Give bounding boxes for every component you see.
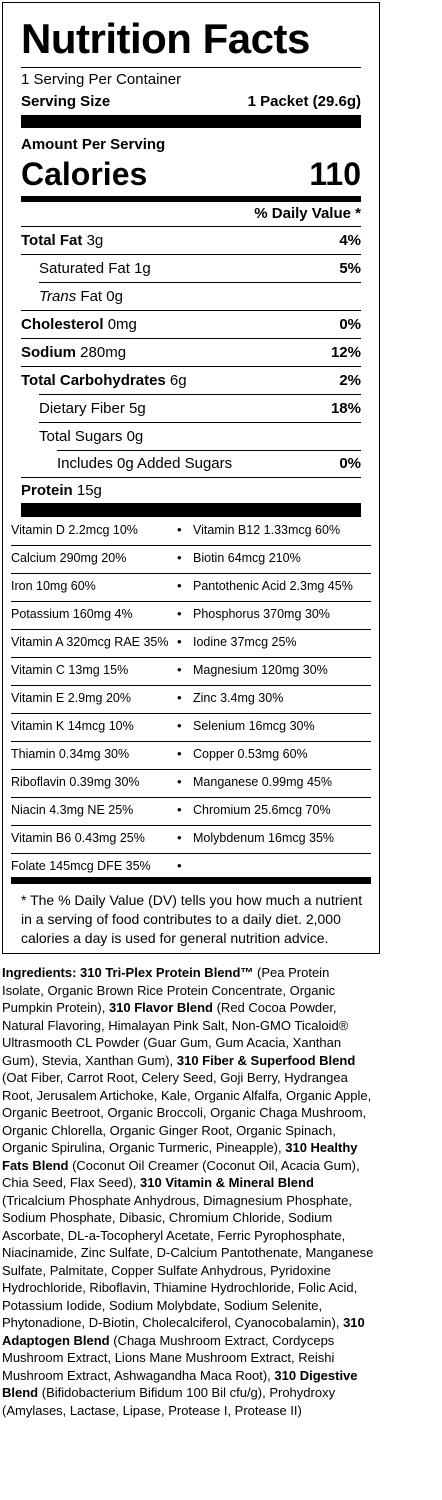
blend-name: 310 Fiber & Superfood Blend xyxy=(176,1052,356,1068)
nutrient-added-sugars: Includes 0g Added Sugars xyxy=(57,455,233,472)
divider xyxy=(21,310,361,311)
blend-name: 310 Healthy Fats Blend xyxy=(2,1140,358,1173)
vitamin-cell: Vitamin B6 0.43mg 25% xyxy=(11,831,145,845)
blend-text: (Chaga Mushroom Extract, Cordyceps Mushroom Extract, Lions Mane Mushroom Extract, Reishi Mushroom Extract, Ashwagandha Maca Root), xyxy=(2,1332,335,1383)
nutrient-amount: 0mg xyxy=(107,316,137,333)
medium-divider xyxy=(21,196,361,202)
nutrient-total-sugars xyxy=(39,428,143,445)
nutrient-dv: 4% xyxy=(339,232,361,249)
nutrient-dv: 0% xyxy=(339,316,361,333)
vitamin-cell: Vitamin D 2.2mcg 10% xyxy=(11,523,138,537)
nutrient-dv: 5% xyxy=(339,260,361,277)
divider xyxy=(21,67,361,68)
vitamin-row xyxy=(11,545,371,574)
blend-name: 310 Digestive Blend xyxy=(2,1367,358,1400)
divider xyxy=(21,338,361,339)
vitamin-row xyxy=(11,601,371,630)
nutrient-name: Total Carbohydrates xyxy=(21,372,166,389)
divider xyxy=(39,422,361,423)
vitamin-row xyxy=(11,517,371,546)
calories-label: Calories xyxy=(21,156,148,192)
nutrient-name: Protein xyxy=(21,482,73,499)
vitamin-cell: Selenium 16mcg 30% xyxy=(193,719,315,733)
vitamin-cell: Phosphorus 370mg 30% xyxy=(193,607,330,621)
bullet-icon: • xyxy=(177,718,182,733)
divider xyxy=(21,477,361,478)
bullet-icon: • xyxy=(177,746,182,761)
nutrient-name: Dietary Fiber xyxy=(39,400,125,417)
daily-value-header: % Daily Value * xyxy=(254,205,361,222)
nutrient-sodium xyxy=(21,344,126,361)
bullet-icon: • xyxy=(177,774,182,789)
nutrient-dv: 2% xyxy=(339,372,361,389)
vitamin-row xyxy=(11,825,371,854)
vitamin-row xyxy=(11,573,371,602)
nutrition-facts-panel xyxy=(2,2,380,954)
divider xyxy=(39,394,361,395)
vitamin-cell: Magnesium 120mg 30% xyxy=(193,663,328,677)
blend-text: (Oat Fiber, Carrot Root, Celery Seed, Goji Berry, Hydrangea Root, Jerusalem Artichoke, Kale, Organic Alfalfa, Organic Apple, Organic Beetroot, Organic Broccoli, Organic Chaga Mushroom, Organic Chlorella, Organic Ginger Root, Organic Spinach, Organic Spirulina, Organic Turmeric, Pineapple), xyxy=(2,1070,372,1155)
vitamin-cell: Niacin 4.3mg NE 25% xyxy=(11,803,134,817)
vitamin-cell: Calcium 290mg 20% xyxy=(11,551,127,565)
nutrient-protein xyxy=(21,482,102,499)
vitamin-cell: Vitamin A 320mcg RAE 35% xyxy=(11,635,169,649)
bullet-icon: • xyxy=(177,858,182,873)
blend-name: 310 Adaptogen Blend xyxy=(2,1315,365,1348)
vitamin-cell: Zinc 3.4mg 30% xyxy=(193,691,284,705)
divider xyxy=(21,366,361,367)
vitamin-cell: Riboflavin 0.39mg 30% xyxy=(11,775,140,789)
bullet-icon: • xyxy=(177,606,182,621)
vitamin-cell: Iron 10mg 60% xyxy=(11,579,96,593)
nutrient-name: Total Sugars xyxy=(39,428,123,445)
nutrient-saturated-fat xyxy=(39,260,151,277)
vitamin-row xyxy=(11,713,371,742)
bullet-icon: • xyxy=(177,830,182,845)
vitamin-row xyxy=(11,657,371,686)
divider xyxy=(21,226,361,227)
vitamin-cell: Pantothenic Acid 2.3mg 45% xyxy=(193,579,353,593)
label-title: Nutrition Facts xyxy=(21,15,310,62)
vitamin-row xyxy=(11,685,371,714)
vitamin-row xyxy=(11,741,371,770)
blend-text: (Coconut Oil Creamer (Coconut Oil, Acacia Gum), Chia Seed, Flax Seed), xyxy=(2,1157,360,1190)
bullet-icon: • xyxy=(177,550,182,565)
blend-name: 310 Vitamin & Mineral Blend xyxy=(140,1175,314,1190)
vitamin-row xyxy=(11,769,371,798)
blend-text: (Pea Protein Isolate, Organic Brown Rice Protein Concentrate, Organic Pumpkin Protein), xyxy=(2,965,336,1015)
bullet-icon: • xyxy=(177,634,182,649)
bullet-icon: • xyxy=(177,802,182,817)
amount-per-serving: Amount Per Serving xyxy=(21,136,166,153)
vitamin-row xyxy=(11,797,371,826)
blend-text: (Red Cocoa Powder, Natural Flavoring, Himalayan Pink Salt, Non-GMO Ticaloid® Ultrasmooth CL Powder (Guar Gum, Gum Acacia, Xanthan Gum), Stevia, Xanthan Gum), xyxy=(2,1000,349,1068)
nutrient-dv: 0% xyxy=(339,455,361,472)
nutrient-name: Cholesterol xyxy=(21,316,104,333)
nutrient-amount: 6g xyxy=(169,372,187,389)
blend-name: 310 Flavor Blend xyxy=(108,1000,213,1015)
serving-size-value: 1 Packet (29.6g) xyxy=(247,93,361,110)
nutrient-name: Trans xyxy=(39,288,77,305)
ingredients-list xyxy=(2,964,374,1419)
blend-text: (Tricalcium Phosphate Anhydrous, Dimagnesium Phosphate, Sodium Phosphate, Dibasic, Chromium Chloride, Sodium Ascorbate, DL-a-Tocopheryl Acetate, Ferric Pyrophosphate, Niacinamide, Zinc Sulfate, D-Calcium Pantothenate, Manganese Sulfate, Palmitate, Copper Sulfate Anhydrous, Pyridoxine Hydrochloride, Riboflavin, Thiamine Hydrochloride, Folic Acid, Potassium Iodide, Sodium Molybdate, Sodium Selenite, Phytonadione, D-Biotin, Cholecalciferol, Cyanocobalamin), xyxy=(2,1192,374,1330)
vitamin-cell: Vitamin K 14mcg 10% xyxy=(11,719,134,733)
vitamin-mineral-grid xyxy=(11,517,371,875)
bullet-icon: • xyxy=(177,522,182,537)
bullet-icon: • xyxy=(177,578,182,593)
thick-divider xyxy=(21,115,361,128)
nutrient-amount: 3g xyxy=(86,232,104,249)
daily-value-footnote: * The % Daily Value (DV) tells you how much a nutrient in a serving of food contributes to a daily diet. 2,000 calories a day is used for general nutrition advice. xyxy=(21,892,363,946)
nutrient-amount: 280mg xyxy=(80,344,127,361)
vitamin-cell: Molybdenum 16mcg 35% xyxy=(193,831,335,845)
nutrient-dv: 12% xyxy=(330,344,361,361)
vitamin-cell: Copper 0.53mg 60% xyxy=(193,747,308,761)
nutrient-dietary-fiber xyxy=(39,400,146,417)
vitamin-cell: Chromium 25.6mcg 70% xyxy=(193,803,331,817)
vitamin-cell: Potassium 160mg 4% xyxy=(11,607,133,621)
nutrient-amount: 15g xyxy=(76,482,102,499)
servings-per-container: 1 Serving Per Container xyxy=(21,71,182,88)
nutrient-amount: 1g xyxy=(134,260,151,277)
calories-value: 110 xyxy=(309,156,361,192)
bullet-icon: • xyxy=(177,662,182,677)
nutrient-amount: 0g xyxy=(126,428,144,445)
vitamin-cell: Biotin 64mcg 210% xyxy=(193,551,301,565)
serving-size-label: Serving Size xyxy=(21,93,111,110)
divider xyxy=(39,282,361,283)
blend-name: 310 Tri-Plex Protein Blend™ xyxy=(80,965,254,980)
vitamin-cell: Iodine 37mcg 25% xyxy=(193,635,297,649)
vitamin-cell: Manganese 0.99mg 45% xyxy=(193,775,332,789)
nutrient-name: Saturated Fat xyxy=(39,260,130,277)
nutrient-amount: Fat 0g xyxy=(80,288,123,305)
nutrient-name: Total Fat xyxy=(21,232,83,249)
divider xyxy=(57,450,361,451)
medium-divider xyxy=(11,877,371,884)
thick-divider xyxy=(21,503,361,517)
bullet-icon: • xyxy=(177,690,182,705)
ingredients-heading: Ingredients: xyxy=(2,965,77,980)
vitamin-row xyxy=(11,629,371,658)
nutrient-name: Sodium xyxy=(21,344,76,361)
nutrient-total-carbohydrates xyxy=(21,372,187,389)
nutrient-cholesterol xyxy=(21,316,137,333)
vitamin-cell: Thiamin 0.34mg 30% xyxy=(11,747,130,761)
nutrient-amount: 5g xyxy=(129,400,146,417)
vitamin-cell: Folate 145mcg DFE 35% xyxy=(11,859,151,873)
nutrient-total-fat xyxy=(21,232,103,249)
vitamin-cell: Vitamin E 2.9mg 20% xyxy=(11,691,131,705)
nutrient-trans-fat xyxy=(39,288,123,305)
vitamin-cell: Vitamin B12 1.33mcg 60% xyxy=(193,523,341,537)
divider xyxy=(21,254,361,255)
nutrient-dv: 18% xyxy=(330,400,361,417)
vitamin-cell: Vitamin C 13mg 15% xyxy=(11,663,129,677)
blend-text: (Bifidobacterium Bifidum 100 Bil cfu/g), Prohydroxy (Amylases, Lactase, Lipase, Protease I, Protease II) xyxy=(2,1385,336,1418)
